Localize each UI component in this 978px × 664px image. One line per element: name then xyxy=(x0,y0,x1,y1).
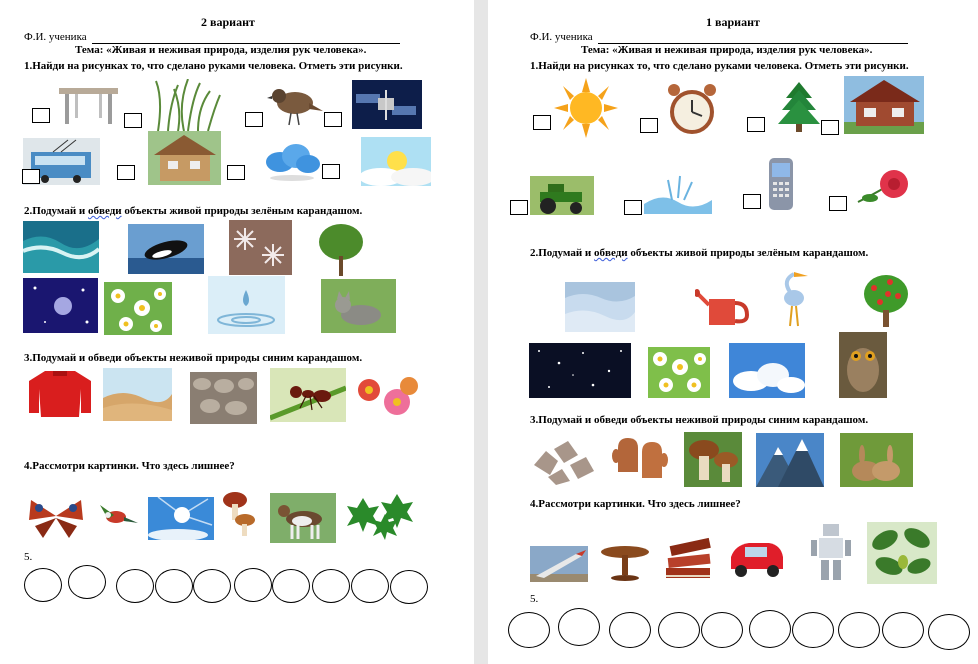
answer-checkbox[interactable] xyxy=(124,113,142,128)
answer-circle[interactable] xyxy=(351,569,389,603)
task-4-heading: 4.Рассмотри картинки. Что здесь лишнее? xyxy=(530,498,741,510)
fir-tree-picture xyxy=(776,80,822,133)
alarm-clock-picture xyxy=(662,82,722,137)
maple-leaves-picture xyxy=(345,488,422,541)
grass-picture xyxy=(148,79,223,131)
topic-title: Тема: «Живая и неживая природа, изделия рук человека». xyxy=(581,44,873,56)
rocket-picture xyxy=(530,546,588,582)
answer-circle[interactable] xyxy=(508,612,550,648)
answer-circle[interactable] xyxy=(234,568,272,602)
task-2-heading xyxy=(24,205,362,217)
task-2-heading xyxy=(530,247,868,259)
snow-drifts-picture xyxy=(565,282,635,332)
task-2-underlined-word: обведи xyxy=(594,247,628,259)
rabbits-picture xyxy=(840,433,913,487)
round-table-picture xyxy=(598,543,653,583)
variant-title: 2 вариант xyxy=(201,15,255,29)
answer-checkbox[interactable] xyxy=(227,165,245,180)
task-2-text: объекты живой природы зелёным карандашом. xyxy=(121,205,363,217)
flowers-picture xyxy=(351,374,422,419)
task-5-label: 5. xyxy=(530,593,539,605)
answer-checkbox[interactable] xyxy=(322,164,340,179)
task-2-text: 2.Подумай и xyxy=(24,205,89,217)
books-picture xyxy=(660,530,716,583)
answer-circle[interactable] xyxy=(882,612,924,648)
heron-picture xyxy=(772,268,816,328)
task-5-label: 5. xyxy=(24,551,33,563)
orca-picture xyxy=(128,224,204,274)
desert-picture xyxy=(103,368,172,421)
daisies-picture xyxy=(104,282,172,335)
sky-sun-picture xyxy=(148,497,214,540)
answer-circle[interactable] xyxy=(701,612,743,648)
task-4-heading: 4.Рассмотри картинки. Что здесь лишнее? xyxy=(24,460,235,472)
answer-circle[interactable] xyxy=(749,610,791,648)
mountains-picture xyxy=(756,433,824,487)
answer-circle[interactable] xyxy=(312,569,350,603)
answer-checkbox[interactable] xyxy=(324,112,342,127)
answer-circle[interactable] xyxy=(193,569,231,603)
owl-picture xyxy=(839,332,887,398)
answer-circle[interactable] xyxy=(558,608,600,646)
answer-checkbox[interactable] xyxy=(32,108,50,123)
cat-picture xyxy=(321,279,396,333)
answer-circle[interactable] xyxy=(928,614,970,650)
pebbles-picture xyxy=(190,372,257,424)
ant-picture xyxy=(270,368,346,422)
space-station-picture xyxy=(352,80,422,129)
answer-circle[interactable] xyxy=(116,569,154,603)
answer-checkbox[interactable] xyxy=(829,196,847,211)
worksheet-page-variant-1 xyxy=(488,0,978,664)
apple-tree-picture xyxy=(860,272,912,328)
answer-circle[interactable] xyxy=(609,612,651,648)
answer-circle[interactable] xyxy=(155,569,193,603)
answer-checkbox[interactable] xyxy=(821,120,839,135)
bird-picture xyxy=(94,499,141,534)
sun-over-clouds-picture xyxy=(361,137,431,186)
sun-picture xyxy=(554,78,618,138)
variant-title: 1 вариант xyxy=(706,15,760,29)
answer-checkbox[interactable] xyxy=(747,117,765,132)
task-1-heading: 1.Найди на рисунках то, что сделано руками человека. Отметь эти рисунки. xyxy=(530,60,909,72)
student-name-label: Ф.И. ученика xyxy=(24,31,87,43)
answer-circle[interactable] xyxy=(838,612,880,648)
worksheet-page-variant-2 xyxy=(0,0,474,664)
sparrow-picture xyxy=(265,81,325,128)
task-3-heading: 3.Подумай и обведи объекты неживой природы синим карандашом. xyxy=(24,352,363,364)
mushrooms-picture xyxy=(221,486,256,538)
water-drop-picture xyxy=(208,276,285,334)
answer-checkbox[interactable] xyxy=(743,194,761,209)
night-sky-picture xyxy=(23,278,98,333)
starry-sky-picture xyxy=(529,343,631,398)
answer-circle[interactable] xyxy=(658,612,700,648)
answer-checkbox[interactable] xyxy=(533,115,551,130)
stones-picture xyxy=(530,435,598,487)
task-2-text: объекты живой природы зелёным карандашом. xyxy=(627,247,869,259)
tree-picture xyxy=(315,220,367,276)
topic-title: Тема: «Живая и неживая природа, изделия рук человека». xyxy=(75,44,367,56)
answer-checkbox[interactable] xyxy=(640,118,658,133)
car-picture xyxy=(725,533,789,584)
sweater-picture xyxy=(25,367,95,419)
clouds-sky-picture xyxy=(729,343,805,398)
answer-circle[interactable] xyxy=(792,612,834,648)
answer-checkbox[interactable] xyxy=(624,200,642,215)
answer-checkbox[interactable] xyxy=(22,169,40,184)
acorns-branch-picture xyxy=(867,522,937,584)
dog-picture xyxy=(270,493,336,543)
chamomile-picture xyxy=(648,347,710,398)
task-2-text: 2.Подумай и xyxy=(530,247,595,259)
robot-picture xyxy=(809,522,853,582)
cloud-picture xyxy=(260,138,324,182)
answer-checkbox[interactable] xyxy=(245,112,263,127)
task-2-underlined-word: обведи xyxy=(88,205,122,217)
task-3-heading: 3.Подумай и обведи объекты неживой природы синим карандашом. xyxy=(530,414,869,426)
snowflakes-picture xyxy=(229,220,292,275)
answer-checkbox[interactable] xyxy=(510,200,528,215)
student-name-label: Ф.И. ученика xyxy=(530,31,593,43)
water-splash-picture xyxy=(642,174,714,216)
answer-circle[interactable] xyxy=(68,565,106,599)
mittens-picture xyxy=(610,432,670,487)
wooden-house-picture xyxy=(148,131,221,185)
table-picture xyxy=(55,82,122,127)
answer-circle[interactable] xyxy=(390,570,428,604)
rose-picture xyxy=(854,164,921,211)
butterfly-picture xyxy=(25,494,87,541)
task-1-heading: 1.Найди на рисунках то, что сделано руками человека. Отметь эти рисунки. xyxy=(24,60,403,72)
watering-can-picture xyxy=(695,285,750,330)
answer-circle[interactable] xyxy=(272,569,310,603)
tractor-picture xyxy=(530,176,594,215)
brick-house-picture xyxy=(844,76,924,134)
mobile-phone-picture xyxy=(767,156,795,212)
sea-wave-picture xyxy=(23,221,99,273)
answer-circle[interactable] xyxy=(24,568,62,602)
porcini-mushrooms-picture xyxy=(684,432,742,487)
answer-checkbox[interactable] xyxy=(117,165,135,180)
